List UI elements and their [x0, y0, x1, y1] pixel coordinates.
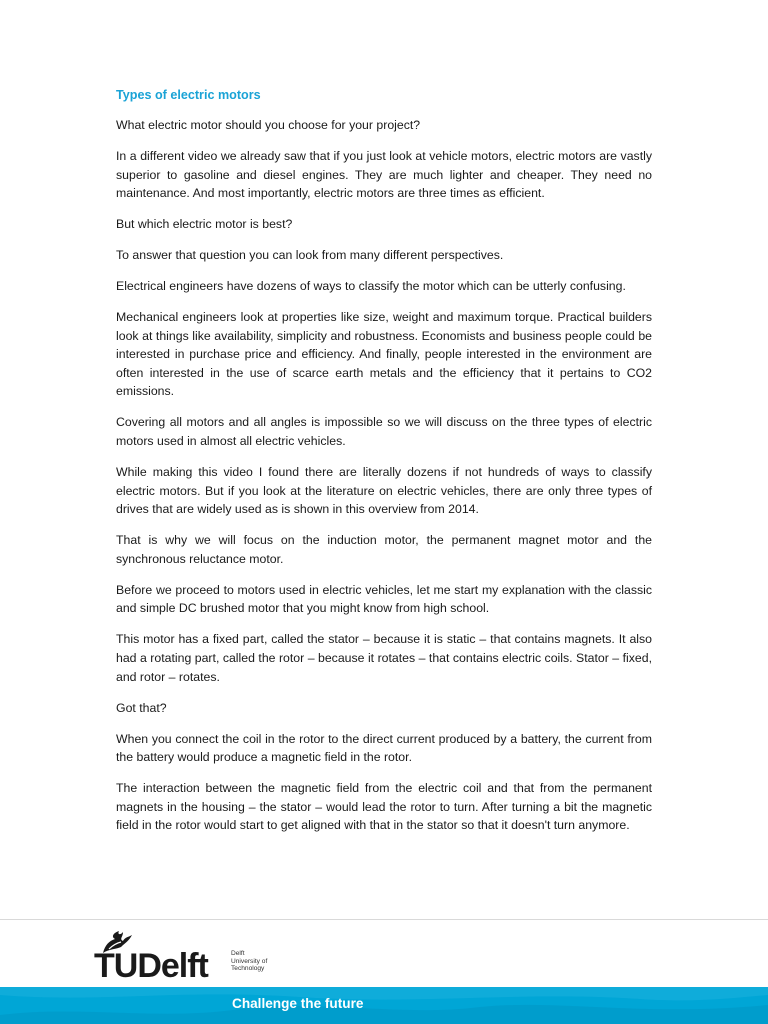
tu-delft-logo	[94, 929, 294, 985]
logo-subtitle	[231, 950, 267, 973]
paragraph-7: Covering all motors and all angles is impossible so we will discuss on the three types of electric motors used in almost all electric vehicles.	[116, 415, 652, 449]
paragraph-3: But which electric motor is best?	[116, 217, 293, 232]
logo-subtitle-line-2: University of	[231, 957, 268, 965]
paragraph-1: What electric motor should you choose for your project?	[116, 118, 421, 132]
footer-divider	[0, 919, 768, 920]
paragraph-10: Before we proceed to motors used in electric vehicles, let me start my explanation with the classic and simple DC brushed motor that you might know from high school.	[116, 582, 652, 616]
paragraph-4: To answer that question you can look from many different perspectives.	[116, 248, 504, 263]
footer-band	[0, 987, 768, 1024]
slogan: Challenge the future	[232, 996, 364, 1011]
paragraph-12: Got that?	[116, 700, 167, 715]
section-title: Types of electric motors	[116, 88, 261, 102]
band-texture	[0, 987, 768, 1024]
document-body	[116, 86, 652, 847]
paragraph-5: Electrical engineers have dozens of ways to classify the motor which can be utterly confusing.	[116, 279, 626, 294]
paragraph-2: In a different video we already saw that if you just look at vehicle motors, electric motors are vastly superior to gasoline and diesel engines. They are much lighter and cheaper. They need no maintenance. And most importantly, electric motors are three times as efficient.	[116, 148, 652, 201]
paragraph-6: Mechanical engineers look at properties like size, weight and maximum torque. Practical builders look at things like availability, simplicity and robustness. Economists and business people could be interested in purchase price and efficiency. And finally, people interested in the environment are often interested in the use of scarce earth metals and the efficiency that it pertains to CO2 emissions.	[116, 310, 652, 399]
logo-subtitle-line-1: Delft	[231, 950, 245, 957]
logo-wordmark: TUDelft	[94, 947, 208, 985]
paragraph-8: While making this video I found there are literally dozens if not hundreds of ways to classify electric motors. But if you look at the literature on electric vehicles, there are only three types of drives that are widely used as is shown in this overview from 2014.	[116, 465, 652, 517]
paragraph-9: That is why we will focus on the induction motor, the permanent magnet motor and the synchronous reluctance motor.	[116, 533, 652, 566]
logo-subtitle-line-3: Technology	[231, 965, 265, 973]
paragraph-14: The interaction between the magnetic field from the electric coil and that from the permanent magnets in the housing – the stator – would lead the rotor to turn. After turning a bit the magnetic field in the rotor would start to get aligned with that in the stator so that it doesn't turn anymore.	[116, 781, 652, 833]
paragraph-13: When you connect the coil in the rotor to the direct current produced by a battery, the current from the battery would produce a magnetic field in the rotor.	[116, 731, 652, 765]
paragraph-11: This motor has a fixed part, called the stator – because it is static – that contains magnets. It also had a rotating part, called the rotor – because it rotates – that contains electric coils. Stator – fixed, and rotor – rotates.	[116, 632, 652, 684]
